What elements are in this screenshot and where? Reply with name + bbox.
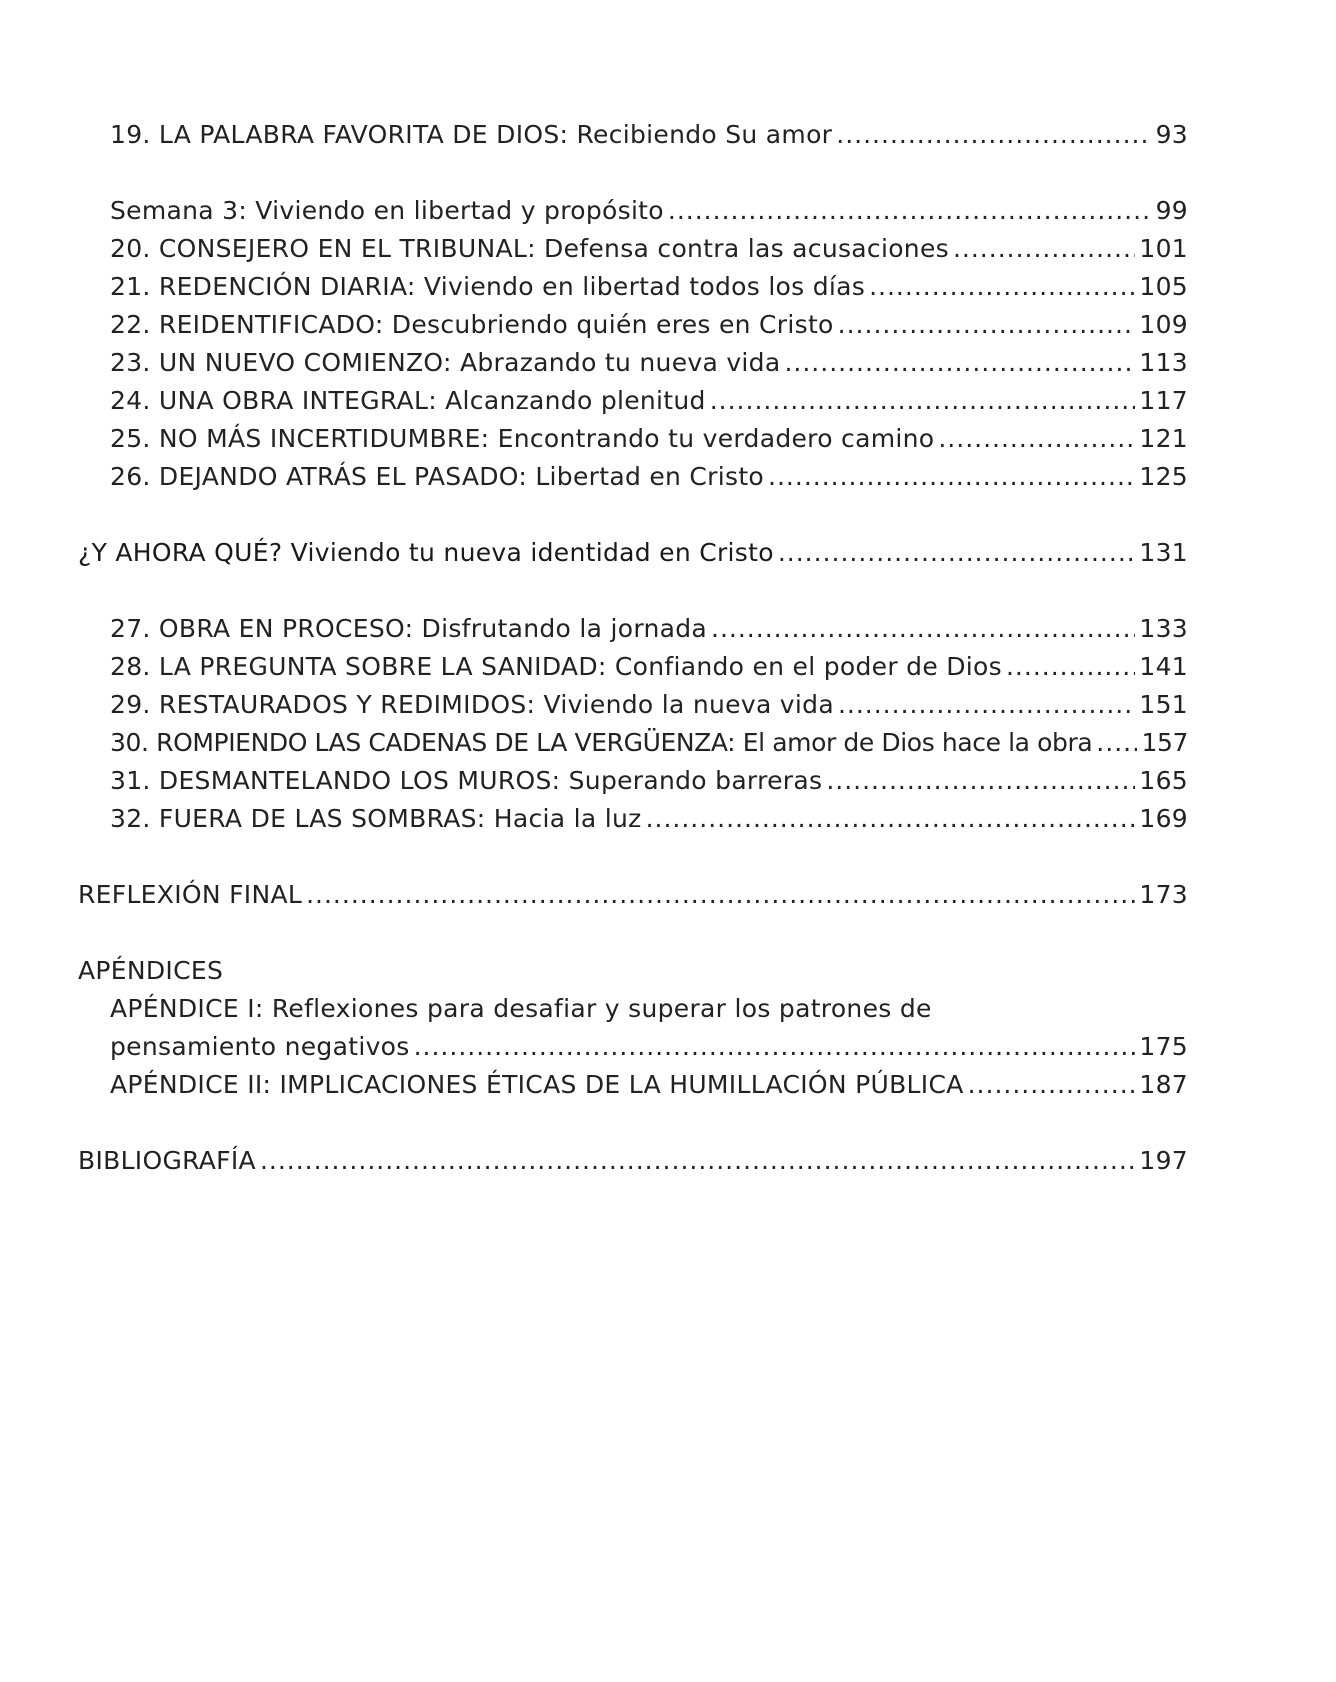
toc-page-number: 125	[1139, 462, 1188, 491]
toc-entry-apendice-1-line1[interactable]: APÉNDICE I: Reflexiones para desafiar y superar los patrones de	[110, 994, 932, 1023]
dot-leader	[711, 610, 1135, 648]
toc-entry-title: APÉNDICE II: IMPLICACIONES ÉTICAS DE LA HUMILLACIÓN PÚBLICA	[110, 1070, 964, 1099]
toc-entry-27[interactable]	[78, 610, 1188, 648]
toc-section-title: BIBLIOGRAFÍA	[78, 1146, 256, 1175]
dot-leader	[414, 1028, 1136, 1066]
toc-entry-title: pensamiento negativos	[110, 1032, 410, 1061]
toc-entry-26[interactable]	[78, 458, 1188, 496]
dot-leader	[838, 686, 1135, 724]
dot-leader	[778, 534, 1136, 572]
dot-leader	[826, 762, 1135, 800]
toc-entry-title: 27. OBRA EN PROCESO: Disfrutando la jornada	[110, 614, 708, 643]
toc-section-semana-3[interactable]	[78, 192, 1188, 230]
toc-entry-19[interactable]	[78, 116, 1188, 154]
dot-leader	[838, 306, 1136, 344]
toc-page-number: 197	[1139, 1146, 1188, 1175]
dot-leader	[1006, 648, 1135, 686]
toc-section-title: ¿Y AHORA QUÉ? Viviendo tu nueva identidad en Cristo	[78, 538, 774, 567]
toc-section-title: Semana 3: Viviendo en libertad y propósito	[110, 196, 664, 225]
dot-leader	[836, 116, 1151, 154]
toc-page-number: 131	[1139, 538, 1188, 567]
toc-page-number: 173	[1139, 880, 1188, 909]
toc-entry-title: 30. ROMPIENDO LAS CADENAS DE LA VERGÜENZA: El amor de Dios hace la obra	[110, 728, 1093, 757]
toc-entry-title: 25. NO MÁS INCERTIDUMBRE: Encontrando tu verdadero camino	[110, 424, 935, 453]
toc-section-reflexion-final[interactable]	[78, 876, 1188, 914]
dot-leader	[260, 1142, 1135, 1180]
dot-leader	[953, 230, 1135, 268]
table-of-contents	[78, 116, 1188, 1180]
toc-page-number: 113	[1139, 348, 1188, 377]
toc-page-number: 117	[1139, 386, 1188, 415]
dot-leader	[646, 800, 1136, 838]
dot-leader	[968, 1066, 1136, 1104]
toc-entry-apendice-1[interactable]	[78, 1028, 1188, 1066]
toc-page-number: 165	[1139, 766, 1188, 795]
dot-leader	[306, 876, 1135, 914]
dot-leader	[938, 420, 1135, 458]
toc-entry-24[interactable]	[78, 382, 1188, 420]
toc-entry-23[interactable]	[78, 344, 1188, 382]
toc-entry-28[interactable]	[78, 648, 1188, 686]
toc-entry-title: 32. FUERA DE LAS SOMBRAS: Hacia la luz	[110, 804, 642, 833]
toc-entry-22[interactable]	[78, 306, 1188, 344]
toc-entry-title: 31. DESMANTELANDO LOS MUROS: Superando barreras	[110, 766, 823, 795]
toc-entry-20[interactable]	[78, 230, 1188, 268]
toc-entry-29[interactable]	[78, 686, 1188, 724]
toc-page-number: 99	[1155, 196, 1188, 225]
toc-entry-30[interactable]	[78, 724, 1188, 762]
toc-entry-title: 23. UN NUEVO COMIENZO: Abrazando tu nueva vida	[110, 348, 781, 377]
toc-section-title: REFLEXIÓN FINAL	[78, 880, 303, 909]
dot-leader	[869, 268, 1135, 306]
toc-entry-21[interactable]	[78, 268, 1188, 306]
toc-page-number: 133	[1139, 614, 1188, 643]
dot-leader	[1096, 724, 1137, 762]
toc-entry-title: 21. REDENCIÓN DIARIA: Viviendo en libertad todos los días	[110, 272, 866, 301]
toc-entry-title: 28. LA PREGUNTA SOBRE LA SANIDAD: Confiando en el poder de Dios	[110, 652, 1002, 681]
toc-section-y-ahora-que[interactable]	[78, 534, 1188, 572]
toc-entry-title: 19. LA PALABRA FAVORITA DE DIOS: Recibiendo Su amor	[110, 120, 833, 149]
toc-page-number: 93	[1155, 120, 1188, 149]
dot-leader	[668, 192, 1152, 230]
toc-page-number: 141	[1139, 652, 1188, 681]
toc-entry-title: 24. UNA OBRA INTEGRAL: Alcanzando plenitud	[110, 386, 706, 415]
dot-leader	[710, 382, 1136, 420]
toc-entry-title: 26. DEJANDO ATRÁS EL PASADO: Libertad en Cristo	[110, 462, 765, 491]
dot-leader	[784, 344, 1135, 382]
toc-entry-title: 29. RESTAURADOS Y REDIMIDOS: Viviendo la nueva vida	[110, 690, 834, 719]
toc-page-number: 105	[1139, 272, 1188, 301]
toc-page-number: 101	[1139, 234, 1188, 263]
toc-entry-25[interactable]	[78, 420, 1188, 458]
toc-section-bibliografia[interactable]	[78, 1142, 1188, 1180]
toc-page-number: 157	[1141, 728, 1188, 757]
toc-entry-title: 22. REIDENTIFICADO: Descubriendo quién eres en Cristo	[110, 310, 834, 339]
toc-page-number: 121	[1139, 424, 1188, 453]
toc-entry-31[interactable]	[78, 762, 1188, 800]
toc-page-number: 169	[1139, 804, 1188, 833]
toc-entry-apendice-2[interactable]	[78, 1066, 1188, 1104]
toc-page-number: 175	[1139, 1032, 1188, 1061]
dot-leader	[768, 458, 1135, 496]
toc-entry-32[interactable]	[78, 800, 1188, 838]
toc-page-number: 109	[1139, 310, 1188, 339]
toc-entry-title: 20. CONSEJERO EN EL TRIBUNAL: Defensa contra las acusaciones	[110, 234, 949, 263]
toc-page-number: 151	[1139, 690, 1188, 719]
toc-page-number: 187	[1139, 1070, 1188, 1099]
toc-section-apendices: APÉNDICES	[78, 956, 224, 985]
